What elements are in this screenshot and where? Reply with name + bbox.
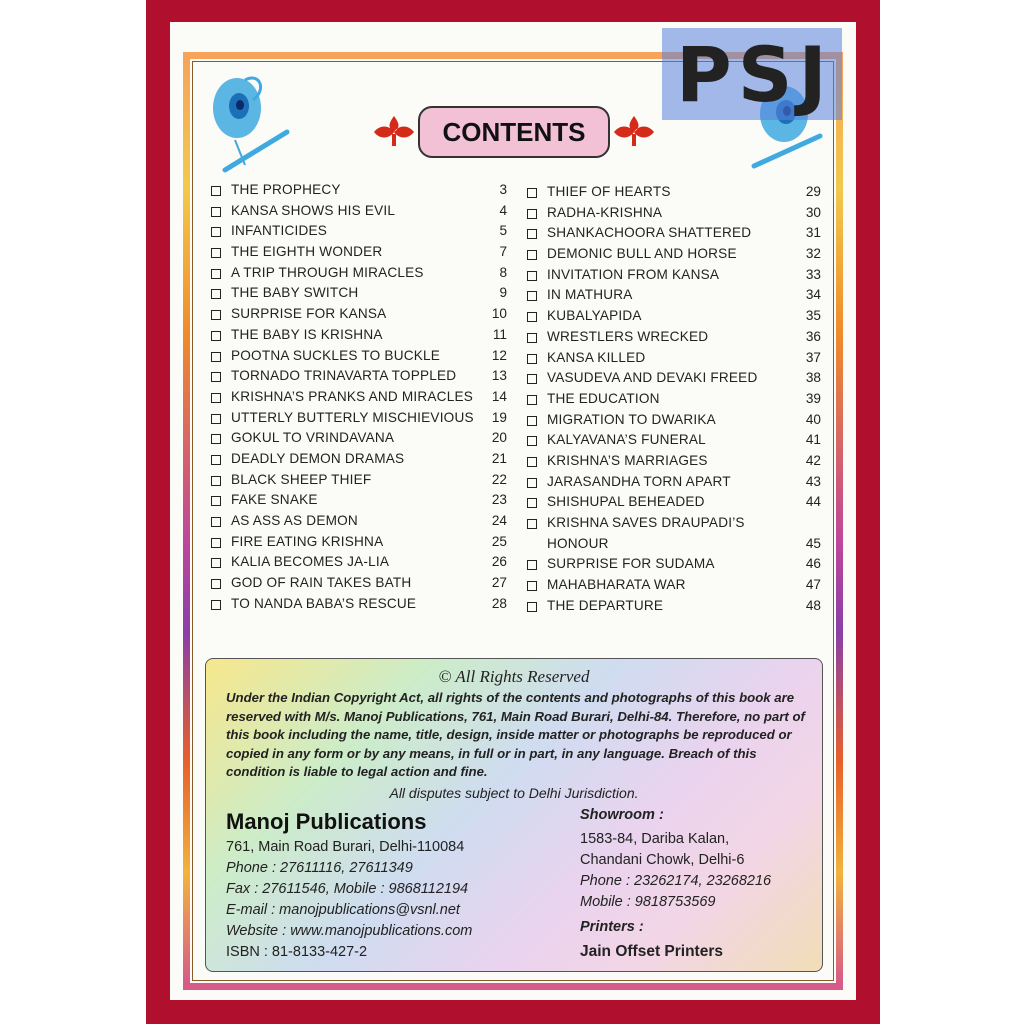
contents-entry-title: THE EIGHTH WONDER [231,244,383,260]
contents-entry-page: 37 [805,349,821,365]
contents-entry-page: 34 [805,287,821,303]
contents-entry [527,431,821,452]
contents-entry [527,286,821,307]
checkbox-bullet-icon [211,207,221,217]
contents-entry-title: THE BABY IS KRISHNA [231,326,383,342]
contents-entry-title: KALIA BECOMES JA-LIA [231,554,390,570]
checkbox-bullet-icon [527,209,537,219]
contents-list-left [211,181,507,615]
publisher-fax: Fax : 27611546, Mobile : 9868112194 [226,881,469,897]
contents-entry-title: BLACK SHEEP THIEF [231,471,372,487]
contents-entry-title: INVITATION FROM KANSA [547,266,720,282]
checkbox-bullet-icon [527,312,537,322]
fleur-de-lis-icon [372,114,416,156]
publisher-phone: Phone : 27611116, 27611349 [226,860,413,876]
printers-name: Jain Offset Printers [580,943,723,960]
contents-entry-page: 42 [805,452,821,468]
checkbox-bullet-icon [211,600,221,610]
checkbox-bullet-icon [527,250,537,260]
contents-entry-page: 30 [805,204,821,220]
contents-entry [211,367,507,388]
contents-entry-title: HONOUR [547,535,609,551]
contents-entry-title: RADHA-KRISHNA [547,204,663,220]
contents-entry-page: 21 [491,450,507,466]
showroom-address-2: Chandani Chowk, Delhi-6 [580,852,745,868]
psj-watermark-stamp: PSJ [662,28,842,120]
contents-entry-title: FAKE SNAKE [231,492,318,508]
checkbox-bullet-icon [527,498,537,508]
rights-heading: © All Rights Reserved [438,667,590,686]
contents-entry-page: 31 [805,225,821,241]
contents-entry-page: 40 [805,411,821,427]
checkbox-bullet-icon [211,579,221,589]
contents-entry-page: 44 [805,494,821,510]
checkbox-bullet-icon [527,457,537,467]
contents-entry-title: AS ASS AS DEMON [231,513,358,528]
contents-entry-title: SHANKACHOORA SHATTERED [547,225,752,241]
contents-entry-title: KANSA SHOWS HIS EVIL [231,202,396,218]
contents-entry-page: 12 [491,347,507,363]
contents-entry [211,305,507,326]
contents-entry-title: THE EDUCATION [547,390,660,406]
contents-entry-title: DEADLY DEMON DRAMAS [231,450,405,466]
checkbox-bullet-icon [211,248,221,258]
contents-entry-title: FIRE EATING KRISHNA [231,533,384,549]
contents-entry-title: KRISHNA’S MARRIAGES [547,452,708,468]
copyright-text: Under the Indian Copyright Act, all rights of the contents and photographs of this book are reserved with M/s. Manoj Publications, 761, Main Road Burari, Delhi-84. Therefore, no part of this book including the name, title, design, inside matter or photographs be reproduced or copied in any form or by any means, in full or in part, in any language. Breach of this condition is liable to legal action and fine. [226,690,805,780]
contents-entry [527,473,821,494]
fleur-de-lis-icon [612,114,656,156]
contents-entry [211,243,507,264]
contents-entry-title: SURPRISE FOR SUDAMA [547,556,715,572]
showroom-phone: Phone : 23262174, 23268216 [580,873,772,889]
contents-entry [211,222,507,243]
jurisdiction-text: All disputes subject to Delhi Jurisdiction. [389,785,639,801]
contents-entry-page: 35 [805,308,821,324]
contents-entry-title: THE PROPHECY [231,182,341,197]
contents-entry-title: THE BABY SWITCH [231,285,359,301]
showroom-address-1: 1583-84, Dariba Kalan, [580,831,730,847]
contents-entry-title: IN MATHURA [547,287,633,303]
contents-entry-title: POOTNA SUCKLES TO BUCKLE [231,347,441,363]
checkbox-bullet-icon [211,434,221,444]
contents-entry-page: 19 [491,409,507,425]
checkbox-bullet-icon [211,372,221,382]
contents-entry-title: WRESTLERS WRECKED [547,328,709,344]
contents-entry-title: KALYAVANA’S FUNERAL [547,432,706,448]
contents-entry-title: GOD OF RAIN TAKES BATH [231,575,412,591]
contents-entry-page: 4 [499,202,507,218]
contents-entry-title: UTTERLY BUTTERLY MISCHIEVIOUS [231,409,474,425]
checkbox-bullet-icon [527,229,537,239]
checkbox-bullet-icon [211,227,221,237]
checkbox-bullet-icon [211,269,221,279]
contents-entry-page: 27 [491,575,507,591]
checkbox-bullet-icon [527,478,537,488]
contents-entry-page: 11 [492,326,507,342]
contents-entry [527,555,821,576]
contents-entry-title: THIEF OF HEARTS [547,184,671,199]
checkbox-bullet-icon [527,436,537,446]
contents-entry-title: SHISHUPAL BEHEADED [547,494,705,510]
contents-entry [527,224,821,245]
contents-entry-page: 29 [805,184,821,199]
contents-entry [527,349,821,370]
page-title: CONTENTS [418,106,610,158]
checkbox-bullet-icon [211,538,221,548]
copyright-panel [205,658,823,972]
checkbox-bullet-icon [211,517,221,527]
showroom-heading: Showroom : [580,807,664,823]
contents-entry [211,181,507,202]
contents-entry-page: 9 [499,285,507,301]
contents-entry [527,597,821,618]
contents-entry [211,491,507,512]
peacock-feather-flute-icon [205,70,295,175]
checkbox-bullet-icon [211,455,221,465]
publisher-email: E-mail : manojpublications@vsnl.net [226,902,460,918]
checkbox-bullet-icon [211,558,221,568]
checkbox-bullet-icon [211,186,221,196]
contents-entry [527,266,821,287]
checkbox-bullet-icon [527,560,537,570]
checkbox-bullet-icon [527,416,537,426]
checkbox-bullet-icon [527,271,537,281]
contents-entry [211,533,507,554]
checkbox-bullet-icon [527,395,537,405]
contents-entry-title: MAHABHARATA WAR [547,577,686,593]
contents-entry-page: 13 [491,368,507,384]
contents-entry-page: 24 [491,513,507,528]
showroom-mobile: Mobile : 9818753569 [580,894,716,910]
contents-entry-title: VASUDEVA AND DEVAKI FREED [547,370,758,386]
contents-entry [527,514,821,535]
checkbox-bullet-icon [211,352,221,362]
publisher-name: Manoj Publications [226,809,427,834]
checkbox-bullet-icon [527,354,537,364]
contents-entry-page: 25 [491,533,507,549]
checkbox-bullet-icon [211,414,221,424]
contents-entry-page: 7 [499,244,507,260]
contents-entry [527,452,821,473]
contents-entry-title: KUBALYAPIDA [547,308,642,324]
contents-entry-page: 32 [805,246,821,262]
contents-entry-page: 43 [805,473,821,489]
contents-entry [527,576,821,597]
contents-entry [211,471,507,492]
contents-entry [527,390,821,411]
contents-entry [527,493,821,514]
contents-entry-title: SURPRISE FOR KANSA [231,306,387,322]
contents-entry-page: 33 [805,266,821,282]
contents-list-right [527,183,821,617]
checkbox-bullet-icon [211,331,221,341]
checkbox-bullet-icon [211,476,221,486]
contents-entry [527,369,821,390]
contents-entry-page: 22 [491,471,507,487]
contents-entry-page: 48 [805,597,821,613]
contents-entry [211,574,507,595]
contents-entry-title: KANSA KILLED [547,349,646,365]
contents-entry-title: INFANTICIDES [231,223,328,239]
contents-entry [527,307,821,328]
contents-entry-title: TORNADO TRINAVARTA TOPPLED [231,368,457,384]
checkbox-bullet-icon [527,519,537,529]
contents-entry-title: THE DEPARTURE [547,597,664,613]
contents-entry [527,411,821,432]
contents-entry [211,284,507,305]
checkbox-bullet-icon [527,188,537,198]
contents-entry-title: A TRIP THROUGH MIRACLES [231,264,424,280]
contents-entry [211,595,507,616]
contents-entry-page: 41 [805,432,821,448]
contents-entry [211,512,507,533]
contents-entry [527,328,821,349]
contents-entry-page: 47 [805,577,821,593]
contents-entry [211,326,507,347]
checkbox-bullet-icon [527,374,537,384]
contents-entry [211,450,507,471]
publisher-isbn: ISBN : 81-8133-427-2 [226,944,368,960]
contents-entry-title: DEMONIC BULL AND HORSE [547,246,737,262]
publisher-website: Website : www.manojpublications.com [226,923,473,939]
checkbox-bullet-icon [211,496,221,506]
contents-entry-page: 5 [499,223,507,239]
contents-entry [211,553,507,574]
contents-entry-page: 38 [805,370,821,386]
contents-entry-page: 14 [491,388,507,404]
checkbox-bullet-icon [211,393,221,403]
checkbox-bullet-icon [527,291,537,301]
checkbox-bullet-icon [527,602,537,612]
contents-entry-title: TO NANDA BABA’S RESCUE [231,595,417,611]
checkbox-bullet-icon [527,333,537,343]
contents-entry [211,429,507,450]
contents-entry-page: 8 [499,264,507,280]
contents-entry-page: 20 [491,430,507,446]
checkbox-bullet-icon [527,581,537,591]
contents-entry [211,264,507,285]
contents-entry [211,388,507,409]
printers-heading: Printers : [580,919,644,935]
contents-entry-title: GOKUL TO VRINDAVANA [231,430,395,446]
checkbox-bullet-icon [211,310,221,320]
contents-entry [211,409,507,430]
contents-entry-page: 39 [805,390,821,406]
contents-entry [527,204,821,225]
contents-entry [527,245,821,266]
contents-entry-page: 10 [491,306,507,322]
contents-entry-title: KRISHNA SAVES DRAUPADI’S [547,515,745,530]
contents-entry-page: 26 [491,554,507,570]
contents-entry [211,347,507,368]
contents-entry-page: 28 [491,595,507,611]
contents-entry-page: 46 [805,556,821,572]
publisher-address: 761, Main Road Burari, Delhi-110084 [226,839,465,855]
contents-entry-title: KRISHNA’S PRANKS AND MIRACLES [231,388,473,404]
contents-entry-page: 45 [805,535,821,551]
contents-entry-page: 23 [491,492,507,508]
contents-entry-title: JARASANDHA TORN APART [547,473,731,489]
contents-entry [527,183,821,204]
checkbox-bullet-icon [211,289,221,299]
contents-entry [527,535,821,556]
contents-entry-title: MIGRATION TO DWARIKA [547,411,716,427]
contents-entry-page: 3 [499,182,507,197]
contents-entry-page: 36 [805,328,821,344]
contents-entry [211,202,507,223]
